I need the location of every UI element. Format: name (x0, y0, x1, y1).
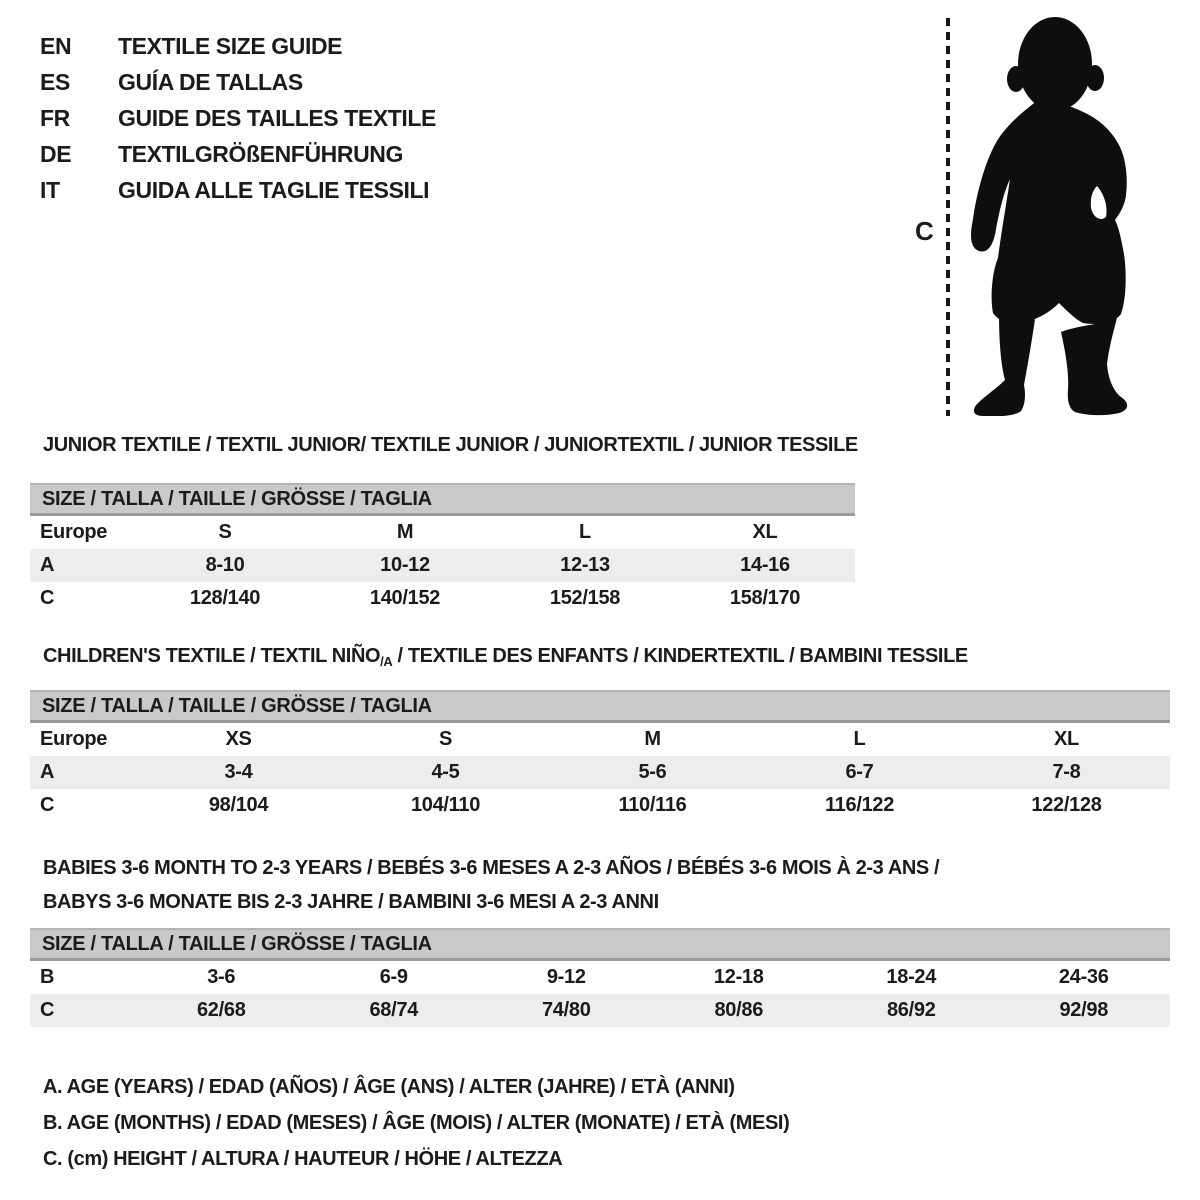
size-cell: 24-36 (1058, 966, 1109, 988)
size-cell: 98/104 (208, 794, 269, 816)
size-header-bar: SIZE / TALLA / TAILLE / GRÖSSE / TAGLIA (30, 928, 1170, 961)
size-cell: 6-7 (845, 761, 874, 783)
table-row-age (30, 549, 855, 582)
children-title-text: / TEXTILE DES ENFANTS / KINDERTEXTIL / BAMBINI TESSILE (392, 645, 968, 667)
size-cell: 18-24 (886, 966, 937, 988)
lang-row-en (40, 28, 436, 64)
lang-title: TEXTILE SIZE GUIDE (118, 33, 343, 59)
size-header-bar: SIZE / TALLA / TAILLE / GRÖSSE / TAGLIA (30, 483, 855, 516)
table-row-months (30, 961, 1170, 994)
size-cell: 110/116 (618, 794, 687, 816)
size-cell: 122/128 (1031, 794, 1102, 816)
row-label: C (40, 794, 55, 816)
lang-code: IT (40, 177, 60, 203)
table-row-europe (30, 723, 1170, 756)
size-cell: XL (752, 521, 778, 543)
size-cell: S (438, 728, 453, 750)
note-c: C. (cm) HEIGHT / ALTURA / HAUTEUR / HÖHE / ALTEZZA (43, 1148, 563, 1170)
size-cell: 3-4 (224, 761, 253, 783)
table-row-height (30, 994, 1170, 1027)
junior-section-title: JUNIOR TEXTILE / TEXTIL JUNIOR/ TEXTILE JUNIOR / JUNIORTEXTIL / JUNIOR TESSILE (43, 434, 858, 456)
size-cell: 6-9 (379, 966, 408, 988)
note-a: A. AGE (YEARS) / EDAD (AÑOS) / ÂGE (ANS) / ALTER (JAHRE) / ETÀ (ANNI) (43, 1076, 735, 1098)
size-cell: 68/74 (369, 999, 419, 1021)
row-label: C (40, 587, 55, 609)
note-b: B. AGE (MONTHS) / EDAD (MESES) / ÂGE (MOIS) / ALTER (MONATE) / ETÀ (MESI) (43, 1112, 790, 1134)
size-cell: L (853, 728, 866, 750)
size-cell: M (644, 728, 661, 750)
size-cell: 140/152 (369, 587, 441, 609)
babies-title-line1: BABIES 3-6 MONTH TO 2-3 YEARS / BEBÉS 3-6 MESES A 2-3 AÑOS / BÉBÉS 3-6 MOIS À 2-3 ANS / (43, 857, 940, 879)
size-cell: 80/86 (714, 999, 764, 1021)
size-cell: 92/98 (1059, 999, 1109, 1021)
lang-title: GUÍA DE TALLAS (118, 69, 303, 95)
children-title-suffix: /A (380, 654, 393, 669)
size-cell: 158/170 (729, 587, 801, 609)
table-row-height (30, 789, 1170, 822)
babies-section-title (43, 851, 939, 919)
lang-code: ES (40, 69, 70, 95)
children-title-text: CHILDREN'S TEXTILE / TEXTIL NIÑO (43, 645, 381, 667)
height-measure-label: C (915, 216, 934, 246)
row-label: C (40, 999, 55, 1021)
table-row-age (30, 756, 1170, 789)
size-cell: 9-12 (546, 966, 586, 988)
row-label: A (40, 761, 55, 783)
table-row-europe (30, 516, 855, 549)
height-dashed-line (946, 18, 950, 416)
size-cell: 14-16 (740, 554, 790, 576)
children-size-table (30, 690, 1170, 822)
size-cell: 128/140 (189, 587, 261, 609)
lang-title: GUIDE DES TAILLES TEXTILE (118, 105, 436, 131)
lang-code: DE (40, 141, 72, 167)
lang-title: GUIDA ALLE TAGLIE TESSILI (118, 177, 430, 203)
lang-row-it (40, 172, 436, 208)
junior-size-table (30, 483, 855, 615)
size-cell: L (579, 521, 591, 543)
legend-notes (43, 1069, 789, 1177)
row-label: A (40, 554, 55, 576)
size-cell: 62/68 (196, 999, 246, 1021)
size-cell: 4-5 (431, 761, 460, 783)
size-cell: 116/122 (824, 794, 895, 816)
size-cell: 5-6 (638, 761, 667, 783)
size-cell: 10-12 (380, 554, 430, 576)
size-cell: 3-6 (207, 966, 236, 988)
size-cell: XS (225, 728, 252, 750)
lang-code: FR (40, 105, 70, 131)
size-cell: 8-10 (205, 554, 245, 576)
size-cell: 104/110 (410, 794, 481, 816)
size-cell: XL (1054, 728, 1079, 750)
children-section-title (43, 645, 968, 669)
size-cell: 12-13 (560, 554, 610, 576)
lang-row-es (40, 64, 436, 100)
size-cell: M (396, 521, 414, 543)
size-cell: 74/80 (541, 999, 591, 1021)
size-cell: 12-18 (713, 966, 764, 988)
lang-code: EN (40, 33, 72, 59)
toddler-silhouette-icon (963, 16, 1133, 416)
row-label: B (40, 966, 55, 988)
table-row-height (30, 582, 855, 615)
row-label: Europe (40, 521, 108, 543)
language-title-list (40, 28, 436, 208)
size-cell: 152/158 (549, 587, 621, 609)
size-cell: 86/92 (886, 999, 936, 1021)
babies-size-table (30, 928, 1170, 1027)
lang-row-de (40, 136, 436, 172)
lang-row-fr (40, 100, 436, 136)
size-cell: 7-8 (1052, 761, 1081, 783)
lang-title: TEXTILGRÖßENFÜHRUNG (118, 141, 403, 167)
size-cell: S (218, 521, 232, 543)
babies-title-line2: BABYS 3-6 MONATE BIS 2-3 JAHRE / BAMBINI 3-6 MESI A 2-3 ANNI (43, 891, 659, 913)
size-header-bar: SIZE / TALLA / TAILLE / GRÖSSE / TAGLIA (30, 690, 1170, 723)
row-label: Europe (40, 728, 108, 750)
